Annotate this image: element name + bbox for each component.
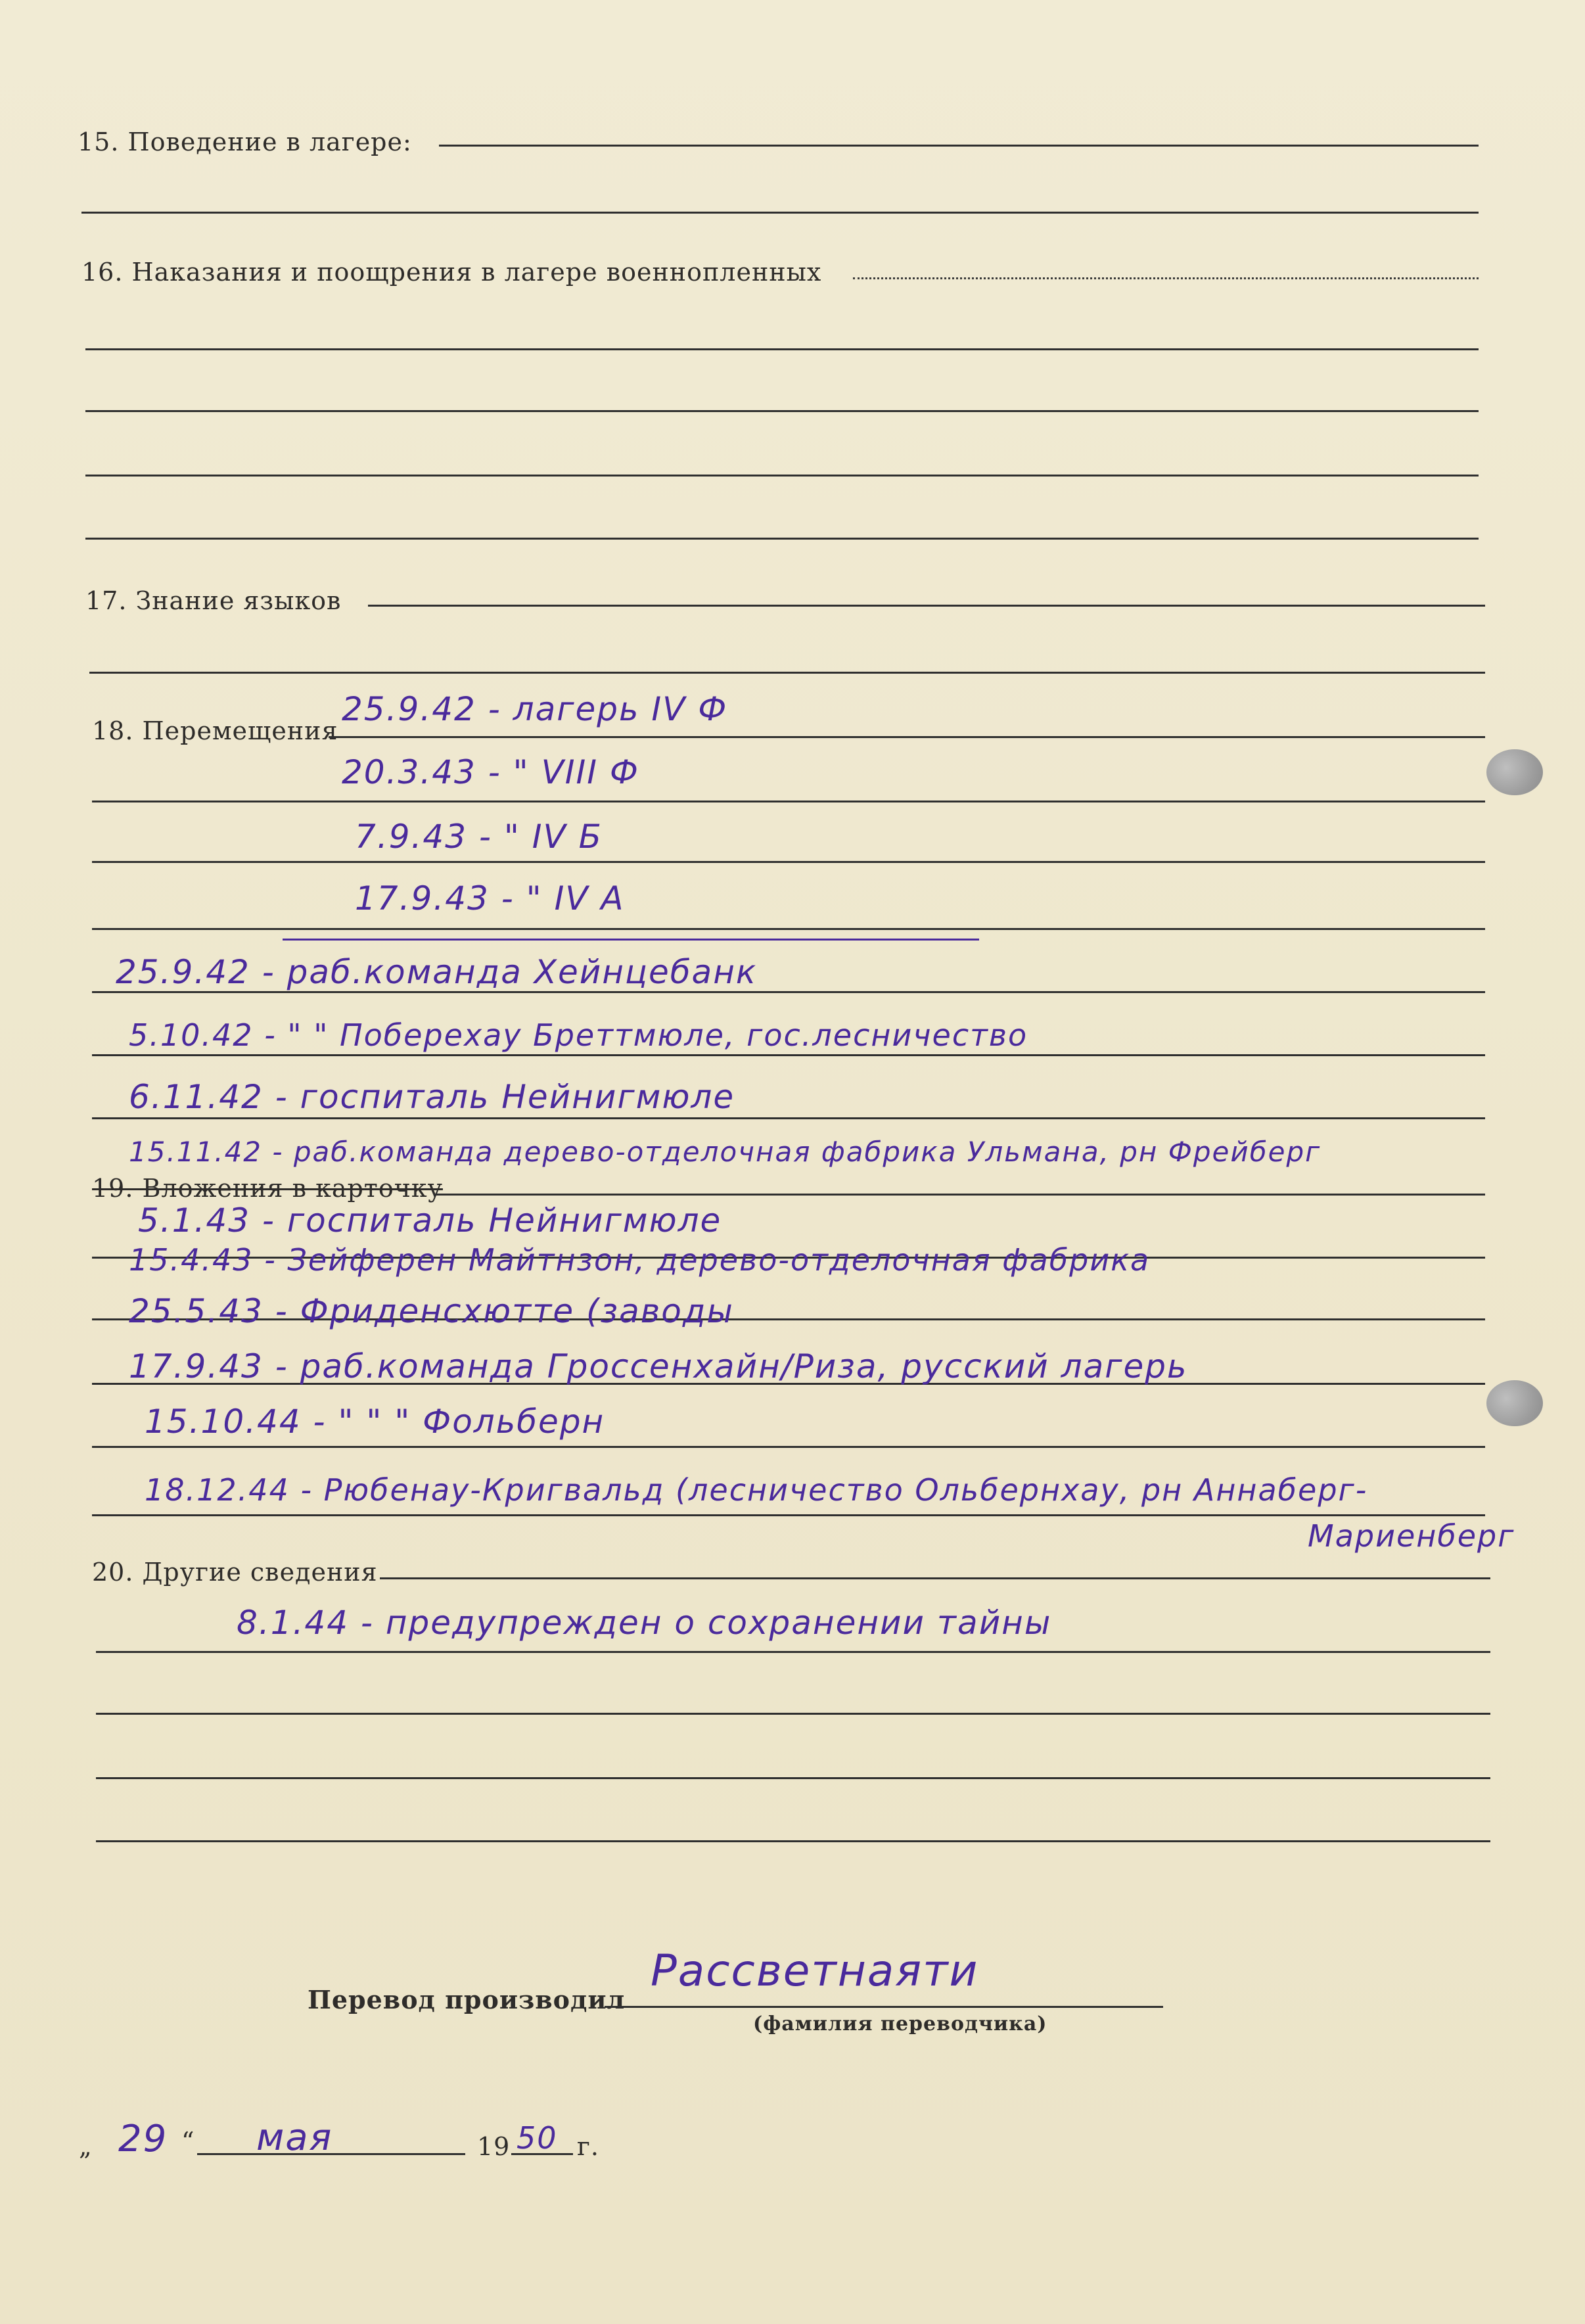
movement-entry: 25.9.42 - раб.команда Хейнцебанк [116,953,758,991]
section-20-label: 20. Другие сведения [92,1558,378,1587]
date-year-suffix: 50 [517,2120,558,2156]
movement-entry: 5.10.42 - " " Поберехау Бреттмюле, гос.лесничество [129,1017,1028,1053]
punch-hole [1486,749,1543,795]
section-17-line-2 [89,672,1485,674]
movement-entry: 20.3.43 - " VIII Ф [342,753,639,791]
punch-hole [1486,1380,1543,1426]
date-month: мая [256,2116,333,2159]
section-16-label: 16. Наказания и поощрения в лагере военнопленных [81,258,822,287]
section-18-line-5 [92,991,1485,993]
movement-entry: 17.9.43 - раб.команда Гроссенхайн/Риза, русский лагерь [129,1347,1188,1385]
section-16-line-3 [85,410,1479,412]
section-20-line-4 [96,1777,1490,1779]
date-quote-close: “ [181,2127,195,2156]
section-15-line [439,145,1479,147]
section-17-line [368,605,1485,607]
translator-label: Перевод производил [308,1985,626,2014]
date-year-prefix: 19 [477,2132,511,2161]
other-info-entry: 8.1.44 - предупрежден о сохранении тайны [237,1604,1052,1642]
date-quote-open: „ [79,2132,93,2161]
movement-entry: 7.9.43 - " IV Б [355,818,603,856]
translator-caption: (фамилия переводчика) [753,2012,1047,2035]
movement-entry: Мариенберг [1308,1518,1515,1554]
translator-line [605,2006,1163,2008]
section-19-line-5 [92,1446,1485,1448]
translator-signature: Рассветнаяти [651,1945,979,1996]
section-20-line [380,1577,1490,1579]
section-16-line-2 [85,348,1479,350]
movement-entry: 15.11.42 - раб.команда дерево-отделочная фабрика Ульмана, рн Фрейберг [129,1136,1321,1168]
section-18-line-7 [92,1117,1485,1119]
movement-entry: 15.10.44 - " " " Фольберн [145,1403,605,1441]
section-15-label: 15. Поведение в лагере: [78,128,412,156]
movement-entry: 15.4.43 - Зейферен Майтнзон, дерево-отделочная фабрика [129,1242,1151,1278]
date-day: 29 [118,2118,168,2160]
section-18-line [329,736,1485,738]
section-18-line-6 [92,1054,1485,1056]
section-17-label: 17. Знание языков [85,586,342,615]
movement-entry: 25.9.42 - лагерь IV Ф [342,690,728,728]
section-18-line-3 [92,861,1485,863]
section-18-line-2 [92,801,1485,802]
section-20-line-5 [96,1840,1490,1842]
section-20-line-2 [96,1651,1490,1653]
movement-entry: 18.12.44 - Рюбенау-Кригвальд (лесничество Ольбернхау, рн Аннаберг- [145,1472,1368,1508]
handwritten-divider [283,939,979,941]
section-19-line [434,1194,1485,1196]
section-20-line-3 [96,1713,1490,1715]
section-15-line-2 [81,212,1479,214]
date-suffix: г. [577,2132,599,2161]
section-16-line [853,277,1479,279]
movement-entry: 25.5.43 - Фриденсхютте (заводы [129,1292,734,1330]
movement-entry: 5.1.43 - госпиталь Нейнигмюле [138,1201,722,1240]
movement-entry: 17.9.43 - " IV А [355,879,625,918]
section-19-label: 19. Вложения в карточку [92,1174,443,1203]
section-18-line-4 [92,928,1485,930]
section-18-label: 18. Перемещения [92,716,338,745]
section-16-line-5 [85,538,1479,540]
movement-entry: 6.11.42 - госпиталь Нейнигмюле [129,1078,735,1116]
section-19-line-6 [92,1514,1485,1516]
section-16-line-4 [85,475,1479,476]
